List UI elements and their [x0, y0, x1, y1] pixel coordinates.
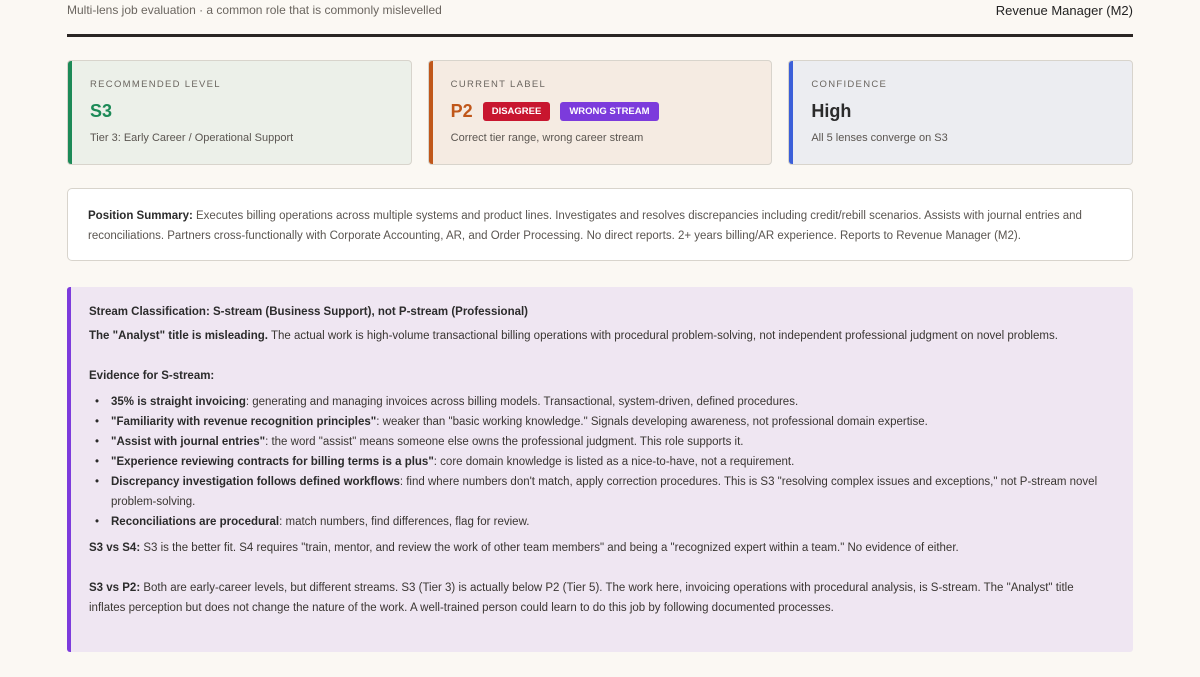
confidence-note: All 5 lenses converge on S3: [811, 132, 948, 144]
current-label-note: Correct tier range, wrong career stream: [450, 132, 644, 144]
confidence-card: [788, 60, 1133, 165]
analysis-intro: [89, 326, 1113, 346]
s3-vs-p2-text: Both are early-career levels, but different streams. S3 (Tier 3) is actually below P2 (Tier 5). The work here, invoicing operations with procedural analysis, is S-stream. The "Analyst" title inflates perception but does not change the nature of the work. A well-trained person could learn to do this job by following documented processes.: [89, 582, 1074, 614]
evidence-item: [89, 392, 1113, 412]
current-label-label: CURRENT LABEL: [450, 79, 547, 90]
s3-vs-p2-paragraph: [89, 578, 1113, 618]
evidence-item: [89, 412, 1113, 432]
evidence-item: [89, 512, 1113, 532]
header-divider: [67, 34, 1133, 37]
evidence-item-bold: "Familiarity with revenue recognition principles": [111, 416, 377, 428]
evidence-item-text: : generating and managing invoices across billing models. Transactional, system-driven, defined procedures.: [245, 396, 799, 408]
evidence-list: [89, 392, 1113, 532]
confidence-label: CONFIDENCE: [811, 79, 888, 90]
recommended-level-note: Tier 3: Early Career / Operational Support: [90, 132, 294, 144]
s3-vs-s4-text: S3 is the better fit. S4 requires "train, mentor, and review the work of other team members" and being a "recognized expert within a team." No evidence of either.: [140, 542, 959, 554]
recommended-level-label: RECOMMENDED LEVEL: [90, 79, 221, 90]
stream-analysis-panel: [67, 287, 1133, 652]
analysis-intro-bold: The "Analyst" title is misleading.: [89, 330, 268, 342]
evidence-item-bold: 35% is straight invoicing: [111, 396, 246, 408]
s3-vs-p2-label: S3 vs P2:: [89, 582, 141, 594]
level-cards: [67, 60, 1133, 165]
s3-vs-s4-label: S3 vs S4:: [89, 542, 141, 554]
evidence-item-text: : the word "assist" means someone else owns the professional judgment. This role supports it.: [265, 436, 744, 448]
page-subtitle: Multi-lens job evaluation · a common role that is commonly mislevelled: [67, 3, 442, 17]
position-summary-text: Executes billing operations across multiple systems and product lines. Investigates and resolves discrepancies including credit/rebill scenarios. Assists with journal entries and reconciliations. Partners cross-functionally with Corporate Accounting, AR, and Order Processing. No direct reports. 2+ years billing/AR experience. Reports to Revenue Manager (M2).: [88, 210, 1082, 242]
evidence-item-bold: Discrepancy investigation follows defined workflows: [111, 476, 400, 488]
s3-vs-s4-paragraph: [89, 538, 1113, 558]
current-label-card: [428, 60, 773, 165]
evidence-item-text: : match numbers, find differences, flag for review.: [279, 516, 530, 528]
disagree-badge: DISAGREE: [483, 102, 551, 121]
role-title: Revenue Manager (M2): [995, 2, 1133, 18]
recommended-level-value: S3: [90, 100, 113, 121]
evidence-item: [89, 472, 1113, 512]
evidence-item-bold: "Experience reviewing contracts for billing terms is a plus": [111, 456, 434, 468]
evidence-item-text: : core domain knowledge is listed as a nice-to-have, not a requirement.: [433, 456, 795, 468]
evidence-item: [89, 432, 1113, 452]
evidence-item-text: : weaker than "basic working knowledge." Signals developing awareness, not professional domain expertise.: [376, 416, 928, 428]
page-header: [67, 0, 1133, 20]
evidence-item-text: : find where numbers don't match, apply correction procedures. This is S3 "resolving complex issues and exceptions," not P-stream novel problem-solving.: [111, 476, 1098, 508]
stream-classification-title: Stream Classification: S-stream (Business Support), not P-stream (Professional): [89, 306, 529, 318]
evidence-heading: Evidence for S-stream:: [89, 370, 215, 382]
confidence-value: High: [811, 100, 852, 121]
wrong-stream-badge: WRONG STREAM: [560, 102, 658, 121]
evidence-item-bold: Reconciliations are procedural: [111, 516, 280, 528]
analysis-intro-text: The actual work is high-volume transactional billing operations with procedural problem-solving, not independent professional judgment on novel problems.: [267, 330, 1058, 342]
position-summary-label: Position Summary:: [88, 210, 193, 222]
evidence-item-bold: "Assist with journal entries": [111, 436, 266, 448]
recommended-level-card: [67, 60, 412, 165]
current-label-value: P2: [450, 100, 473, 121]
evidence-item: [89, 452, 1113, 472]
position-summary: [67, 188, 1133, 261]
